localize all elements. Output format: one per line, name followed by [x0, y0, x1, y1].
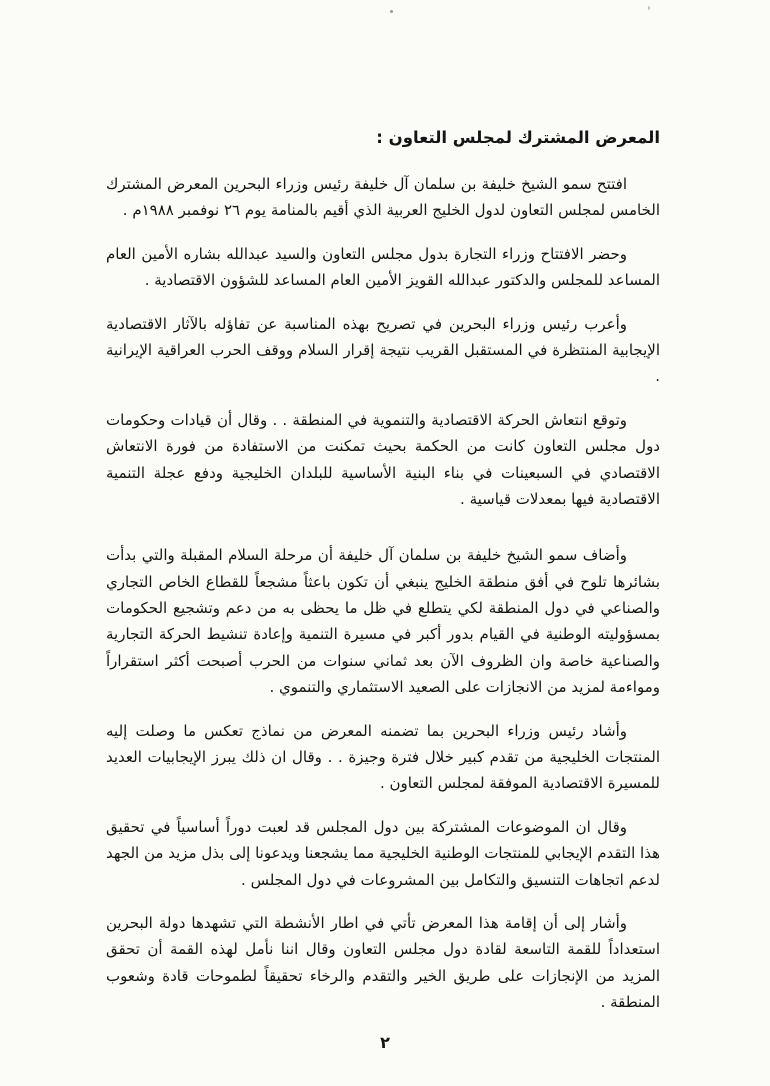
- paragraph-joint-projects: وقال ان الموضوعات المشتركة بين دول المجلس قد لعبت دوراً أساسياً في تحقيق هذا التقدم الإيجابي للمنتجات الوطنية الخليجية مما يشجعنا ويدعونا إلى بذل مزيد من الجهد لدعم اتجاهات التنسيق والتكامل بين المشروعات في دول المجلس .: [106, 817, 660, 889]
- paragraph-economic-outlook: وتوقع انتعاش الحركة الاقتصادية والتنموية في المنطقة . . وقال أن قيادات وحكومات دول مجلس التعاون كانت من الحكمة بحيث تمكنت من الاستفادة من فورة الانتعاش الاقتصادي في السبعينات في بناء البنية الأساسية للبلدان الخليجية ودفع عجلة التنمية الاقتصادية فيها بمعدلات قياسية .: [106, 410, 660, 508]
- paragraph-exhibition-praise: وأشاد رئيس وزراء البحرين بما تضمنه المعرض من نماذج تعكس ما وصلت إليه المنتجات الخليجية من تقدم كبير خلال فترة وجيزة . . وقال ان ذلك يبرز الإيجابيات العديد للمسيرة الاقتصادية الموفقة لمجلس التعاون .: [106, 721, 660, 793]
- paragraph-ninth-summit: وأشار إلى أن إقامة هذا المعرض تأتي في اطار الأنشطة التي تشهدها دولة البحرين استعداداً للقمة التاسعة لقادة دول مجلس التعاون وقال اننا نأمل لهذه القمة أن تحقق المزيد من الإنجازات على طريق الخير والتقدم والرخاء تحقيقاً لطموحات قادة وشعوب المنطقة .: [106, 913, 660, 1012]
- page-title: المعرض المشترك لمجلس التعاون :: [376, 128, 660, 147]
- paragraph-attendees: وحضر الافتتاح وزراء التجارة بدول مجلس التعاون والسيد عبدالله بشاره الأمين العام المساعد للمجلس والدكتور عبدالله القويز الأمين العام المساعد للشؤون الاقتصادية .: [106, 244, 660, 290]
- paragraph-pm-statement: وأعرب رئيس وزراء البحرين في تصريح بهذه المناسبة عن تفاؤله بالآثار الاقتصادية الإيجابية المنتظرة في المستقبل القريب نتيجة إقرار السلام ووقف الحرب العراقية الإيرانية .: [106, 314, 660, 386]
- page-number: ٢: [380, 1033, 390, 1052]
- paragraph-peace-phase: وأضاف سمو الشيخ خليفة بن سلمان آل خليفة أن مرحلة السلام المقبلة والتي بدأت بشائرها تلوح في أفق منطقة الخليج ينبغي أن تكون باعثاً مشجعاً للقطاع الخاص التجاري والصناعي في دول المنطقة لكي يتطلع في ظل ما يحظى به من دعم وتشجيع الحكومات بمسؤوليته الوطنية في القيام بدور أكبر في مسيرة التنمية وإعادة تنشيط الحركة التجارية والصناعية خاصة وان الظروف الآن بعد ثماني سنوات من الحرب أصبحت أكثر استقراراً ومواءمة لمزيد من الانجازات على الصعيد الاستثماري والتنموي .: [106, 546, 660, 697]
- paragraph-opening-ceremony: افتتح سمو الشيخ خليفة بن سلمان آل خليفة رئيس وزراء البحرين المعرض المشترك الخامس لمجلس التعاون لدول الخليج العربية الذي أقيم بالمنامة يوم ٢٦ نوفمبر ١٩٨٨م .: [106, 175, 660, 220]
